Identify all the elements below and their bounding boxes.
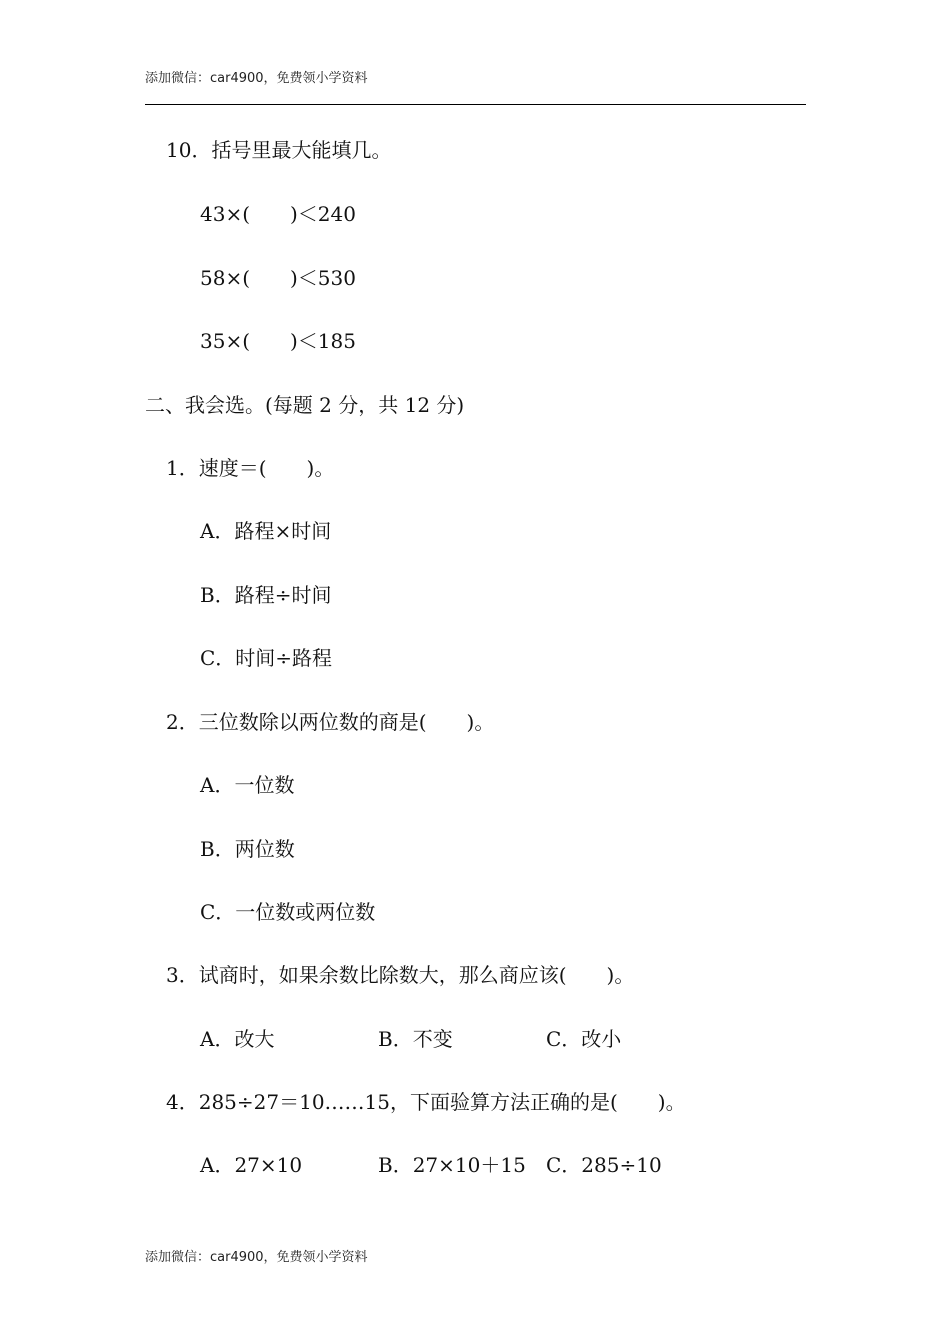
header-rule bbox=[145, 104, 806, 105]
q1-stem: 1．速度＝( )。 bbox=[166, 456, 335, 480]
q2-option-b: B．两位数 bbox=[200, 837, 295, 861]
q3-stem: 3．试商时，如果余数比除数大，那么商应该( )。 bbox=[166, 963, 635, 987]
q4-option-b: B．27×10＋15 bbox=[378, 1153, 526, 1177]
q4-option-a: A．27×10 bbox=[200, 1153, 303, 1177]
q4-option-c: C．285÷10 bbox=[546, 1153, 662, 1177]
q10-title: 10．括号里最大能填几。 bbox=[166, 138, 392, 162]
q3-option-a: A．改大 bbox=[200, 1027, 275, 1051]
q3-option-c: C．改小 bbox=[546, 1027, 622, 1051]
q2-option-a: A．一位数 bbox=[200, 773, 295, 797]
q10-item-3: 35×( )＜185 bbox=[200, 329, 356, 353]
q2-stem: 2．三位数除以两位数的商是( )。 bbox=[166, 710, 495, 734]
q1-option-a: A．路程×时间 bbox=[200, 519, 332, 543]
q1-option-b: B．路程÷时间 bbox=[200, 583, 332, 607]
header-watermark: 添加微信：car4900，免费领小学资料 bbox=[145, 71, 368, 86]
footer-watermark: 添加微信：car4900，免费领小学资料 bbox=[145, 1250, 368, 1265]
q1-option-c: C．时间÷路程 bbox=[200, 646, 333, 670]
q10-item-2: 58×( )＜530 bbox=[200, 266, 356, 290]
q3-option-b: B．不变 bbox=[378, 1027, 453, 1051]
q4-stem: 4．285÷27＝10……15，下面验算方法正确的是( )。 bbox=[166, 1090, 686, 1114]
q10-item-1: 43×( )＜240 bbox=[200, 202, 356, 226]
section2-title: 二、我会选。(每题 2 分，共 12 分) bbox=[145, 393, 465, 417]
q2-option-c: C．一位数或两位数 bbox=[200, 900, 376, 924]
